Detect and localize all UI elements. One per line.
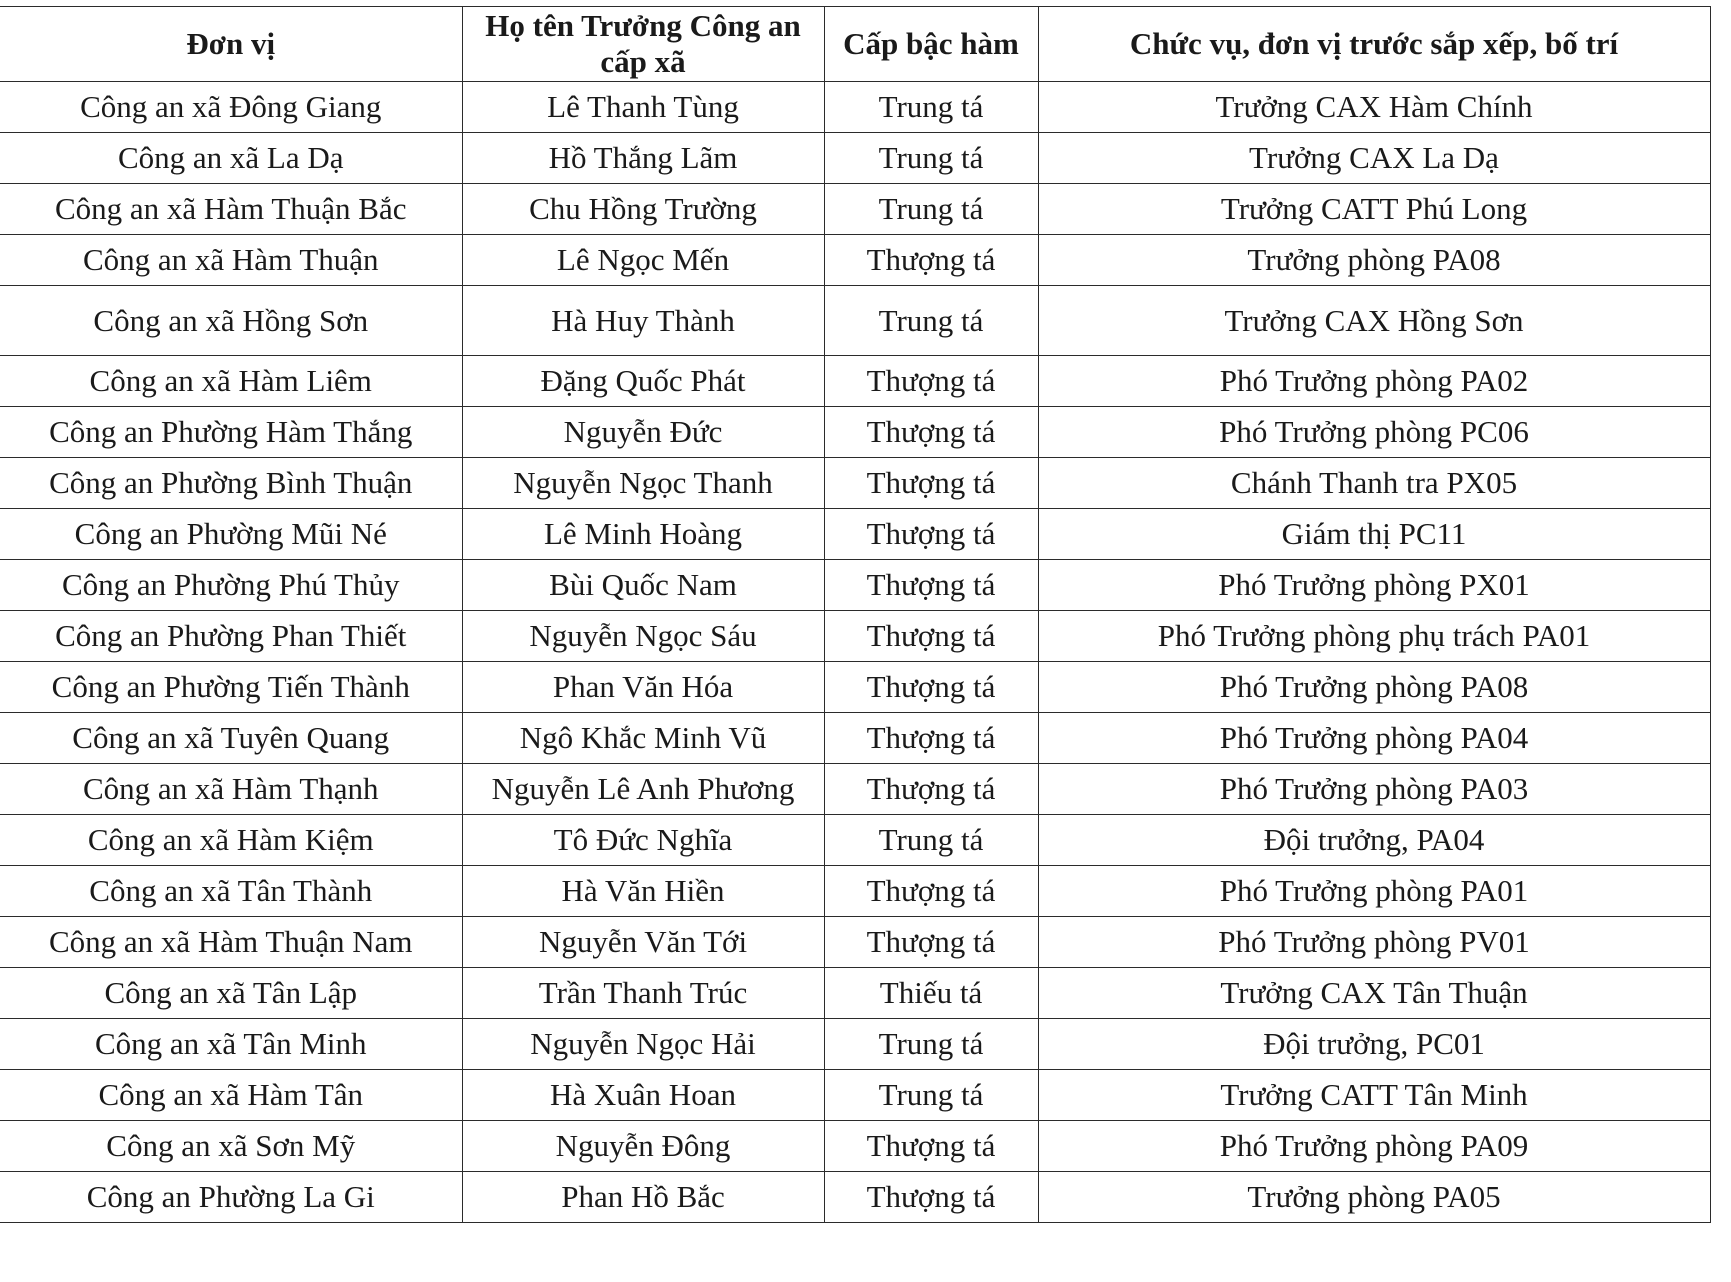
cell-name: Hà Xuân Hoan bbox=[462, 1070, 824, 1121]
cell-unit: Công an xã Hàm Thuận Nam bbox=[0, 917, 462, 968]
cell-unit: Công an xã La Dạ bbox=[0, 133, 462, 184]
cell-unit: Công an xã Hàm Liêm bbox=[0, 356, 462, 407]
table-row bbox=[0, 917, 1710, 968]
cell-rank: Thượng tá bbox=[824, 458, 1038, 509]
cell-unit: Công an xã Hàm Thuận Bắc bbox=[0, 184, 462, 235]
cell-previous-position: Phó Trưởng phòng PA09 bbox=[1038, 1121, 1710, 1172]
cell-rank: Thượng tá bbox=[824, 509, 1038, 560]
cell-name: Phan Hồ Bắc bbox=[462, 1172, 824, 1223]
cell-rank: Thượng tá bbox=[824, 407, 1038, 458]
cell-previous-position: Trưởng CATT Tân Minh bbox=[1038, 1070, 1710, 1121]
cell-rank: Thượng tá bbox=[824, 356, 1038, 407]
cell-name: Nguyễn Ngọc Sáu bbox=[462, 611, 824, 662]
cell-unit: Công an xã Hàm Thạnh bbox=[0, 764, 462, 815]
cell-unit: Công an xã Tuyên Quang bbox=[0, 713, 462, 764]
cell-unit: Công an xã Tân Lập bbox=[0, 968, 462, 1019]
cell-unit: Công an xã Tân Thành bbox=[0, 866, 462, 917]
cell-name: Đặng Quốc Phát bbox=[462, 356, 824, 407]
cell-unit: Công an Phường Phú Thủy bbox=[0, 560, 462, 611]
table-row bbox=[0, 968, 1710, 1019]
table-row bbox=[0, 815, 1710, 866]
cell-rank: Trung tá bbox=[824, 286, 1038, 356]
cell-name: Nguyễn Lê Anh Phương bbox=[462, 764, 824, 815]
cell-name: Lê Minh Hoàng bbox=[462, 509, 824, 560]
cell-rank: Thượng tá bbox=[824, 1172, 1038, 1223]
cell-previous-position: Trưởng CAX La Dạ bbox=[1038, 133, 1710, 184]
table-row bbox=[0, 1121, 1710, 1172]
cell-previous-position: Trưởng CATT Phú Long bbox=[1038, 184, 1710, 235]
cell-previous-position: Phó Trưởng phòng PC06 bbox=[1038, 407, 1710, 458]
cell-previous-position: Trưởng CAX Tân Thuận bbox=[1038, 968, 1710, 1019]
table-row bbox=[0, 560, 1710, 611]
commune-police-chief-table bbox=[0, 6, 1711, 1223]
table-row bbox=[0, 866, 1710, 917]
document-page bbox=[0, 6, 1710, 1223]
cell-previous-position: Phó Trưởng phòng PA02 bbox=[1038, 356, 1710, 407]
cell-unit: Công an Phường Phan Thiết bbox=[0, 611, 462, 662]
cell-rank: Thượng tá bbox=[824, 235, 1038, 286]
cell-unit: Công an xã Đông Giang bbox=[0, 82, 462, 133]
header-previous-position: Chức vụ, đơn vị trước sắp xếp, bố trí bbox=[1038, 7, 1710, 82]
table-row bbox=[0, 458, 1710, 509]
cell-rank: Thượng tá bbox=[824, 713, 1038, 764]
table-row bbox=[0, 662, 1710, 713]
table-row bbox=[0, 356, 1710, 407]
cell-previous-position: Trưởng phòng PA08 bbox=[1038, 235, 1710, 286]
header-rank: Cấp bậc hàm bbox=[824, 7, 1038, 82]
cell-rank: Thượng tá bbox=[824, 611, 1038, 662]
cell-rank: Thiếu tá bbox=[824, 968, 1038, 1019]
cell-rank: Trung tá bbox=[824, 1070, 1038, 1121]
cell-name: Tô Đức Nghĩa bbox=[462, 815, 824, 866]
cell-rank: Trung tá bbox=[824, 815, 1038, 866]
table-row bbox=[0, 82, 1710, 133]
table-header-row bbox=[0, 7, 1710, 82]
cell-unit: Công an Phường Hàm Thắng bbox=[0, 407, 462, 458]
cell-previous-position: Giám thị PC11 bbox=[1038, 509, 1710, 560]
cell-name: Ngô Khắc Minh Vũ bbox=[462, 713, 824, 764]
cell-unit: Công an xã Hàm Thuận bbox=[0, 235, 462, 286]
cell-rank: Trung tá bbox=[824, 1019, 1038, 1070]
cell-previous-position: Trưởng CAX Hàm Chính bbox=[1038, 82, 1710, 133]
cell-previous-position: Trưởng phòng PA05 bbox=[1038, 1172, 1710, 1223]
cell-name: Lê Ngọc Mến bbox=[462, 235, 824, 286]
table-row bbox=[0, 286, 1710, 356]
table-row bbox=[0, 133, 1710, 184]
cell-name: Trần Thanh Trúc bbox=[462, 968, 824, 1019]
cell-name: Hà Văn Hiền bbox=[462, 866, 824, 917]
header-name-text: Họ tên Trưởng Công an cấp xã bbox=[485, 8, 801, 79]
cell-previous-position: Phó Trưởng phòng PV01 bbox=[1038, 917, 1710, 968]
cell-name: Phan Văn Hóa bbox=[462, 662, 824, 713]
header-unit: Đơn vị bbox=[0, 7, 462, 82]
cell-unit: Công an xã Sơn Mỹ bbox=[0, 1121, 462, 1172]
cell-previous-position: Phó Trưởng phòng PA01 bbox=[1038, 866, 1710, 917]
table-row bbox=[0, 184, 1710, 235]
table-row bbox=[0, 509, 1710, 560]
cell-previous-position: Phó Trưởng phòng phụ trách PA01 bbox=[1038, 611, 1710, 662]
cell-previous-position: Phó Trưởng phòng PA04 bbox=[1038, 713, 1710, 764]
cell-rank: Thượng tá bbox=[824, 917, 1038, 968]
header-name bbox=[462, 7, 824, 82]
cell-unit: Công an Phường Tiến Thành bbox=[0, 662, 462, 713]
cell-previous-position: Đội trưởng, PA04 bbox=[1038, 815, 1710, 866]
cell-rank: Trung tá bbox=[824, 82, 1038, 133]
cell-unit: Công an Phường La Gi bbox=[0, 1172, 462, 1223]
cell-previous-position: Chánh Thanh tra PX05 bbox=[1038, 458, 1710, 509]
table-row bbox=[0, 713, 1710, 764]
cell-name: Chu Hồng Trường bbox=[462, 184, 824, 235]
table-row bbox=[0, 611, 1710, 662]
cell-rank: Thượng tá bbox=[824, 560, 1038, 611]
table-row bbox=[0, 1070, 1710, 1121]
cell-unit: Công an Phường Bình Thuận bbox=[0, 458, 462, 509]
cell-name: Lê Thanh Tùng bbox=[462, 82, 824, 133]
cell-name: Hồ Thắng Lãm bbox=[462, 133, 824, 184]
cell-name: Nguyễn Ngọc Thanh bbox=[462, 458, 824, 509]
table-row bbox=[0, 235, 1710, 286]
cell-unit: Công an xã Tân Minh bbox=[0, 1019, 462, 1070]
table-row bbox=[0, 1172, 1710, 1223]
cell-previous-position: Phó Trưởng phòng PA03 bbox=[1038, 764, 1710, 815]
cell-name: Bùi Quốc Nam bbox=[462, 560, 824, 611]
table-row bbox=[0, 1019, 1710, 1070]
cell-rank: Thượng tá bbox=[824, 662, 1038, 713]
cell-previous-position: Phó Trưởng phòng PX01 bbox=[1038, 560, 1710, 611]
cell-previous-position: Phó Trưởng phòng PA08 bbox=[1038, 662, 1710, 713]
cell-name: Nguyễn Đông bbox=[462, 1121, 824, 1172]
table-row bbox=[0, 764, 1710, 815]
cell-name: Nguyễn Đức bbox=[462, 407, 824, 458]
cell-unit: Công an xã Hồng Sơn bbox=[0, 286, 462, 356]
cell-unit: Công an xã Hàm Kiệm bbox=[0, 815, 462, 866]
cell-rank: Thượng tá bbox=[824, 1121, 1038, 1172]
cell-name: Nguyễn Văn Tới bbox=[462, 917, 824, 968]
cell-unit: Công an Phường Mũi Né bbox=[0, 509, 462, 560]
cell-rank: Thượng tá bbox=[824, 764, 1038, 815]
cell-previous-position: Đội trưởng, PC01 bbox=[1038, 1019, 1710, 1070]
cell-name: Nguyễn Ngọc Hải bbox=[462, 1019, 824, 1070]
cell-rank: Trung tá bbox=[824, 133, 1038, 184]
cell-name: Hà Huy Thành bbox=[462, 286, 824, 356]
table-row bbox=[0, 407, 1710, 458]
cell-rank: Trung tá bbox=[824, 184, 1038, 235]
cell-rank: Thượng tá bbox=[824, 866, 1038, 917]
cell-previous-position: Trưởng CAX Hồng Sơn bbox=[1038, 286, 1710, 356]
cell-unit: Công an xã Hàm Tân bbox=[0, 1070, 462, 1121]
